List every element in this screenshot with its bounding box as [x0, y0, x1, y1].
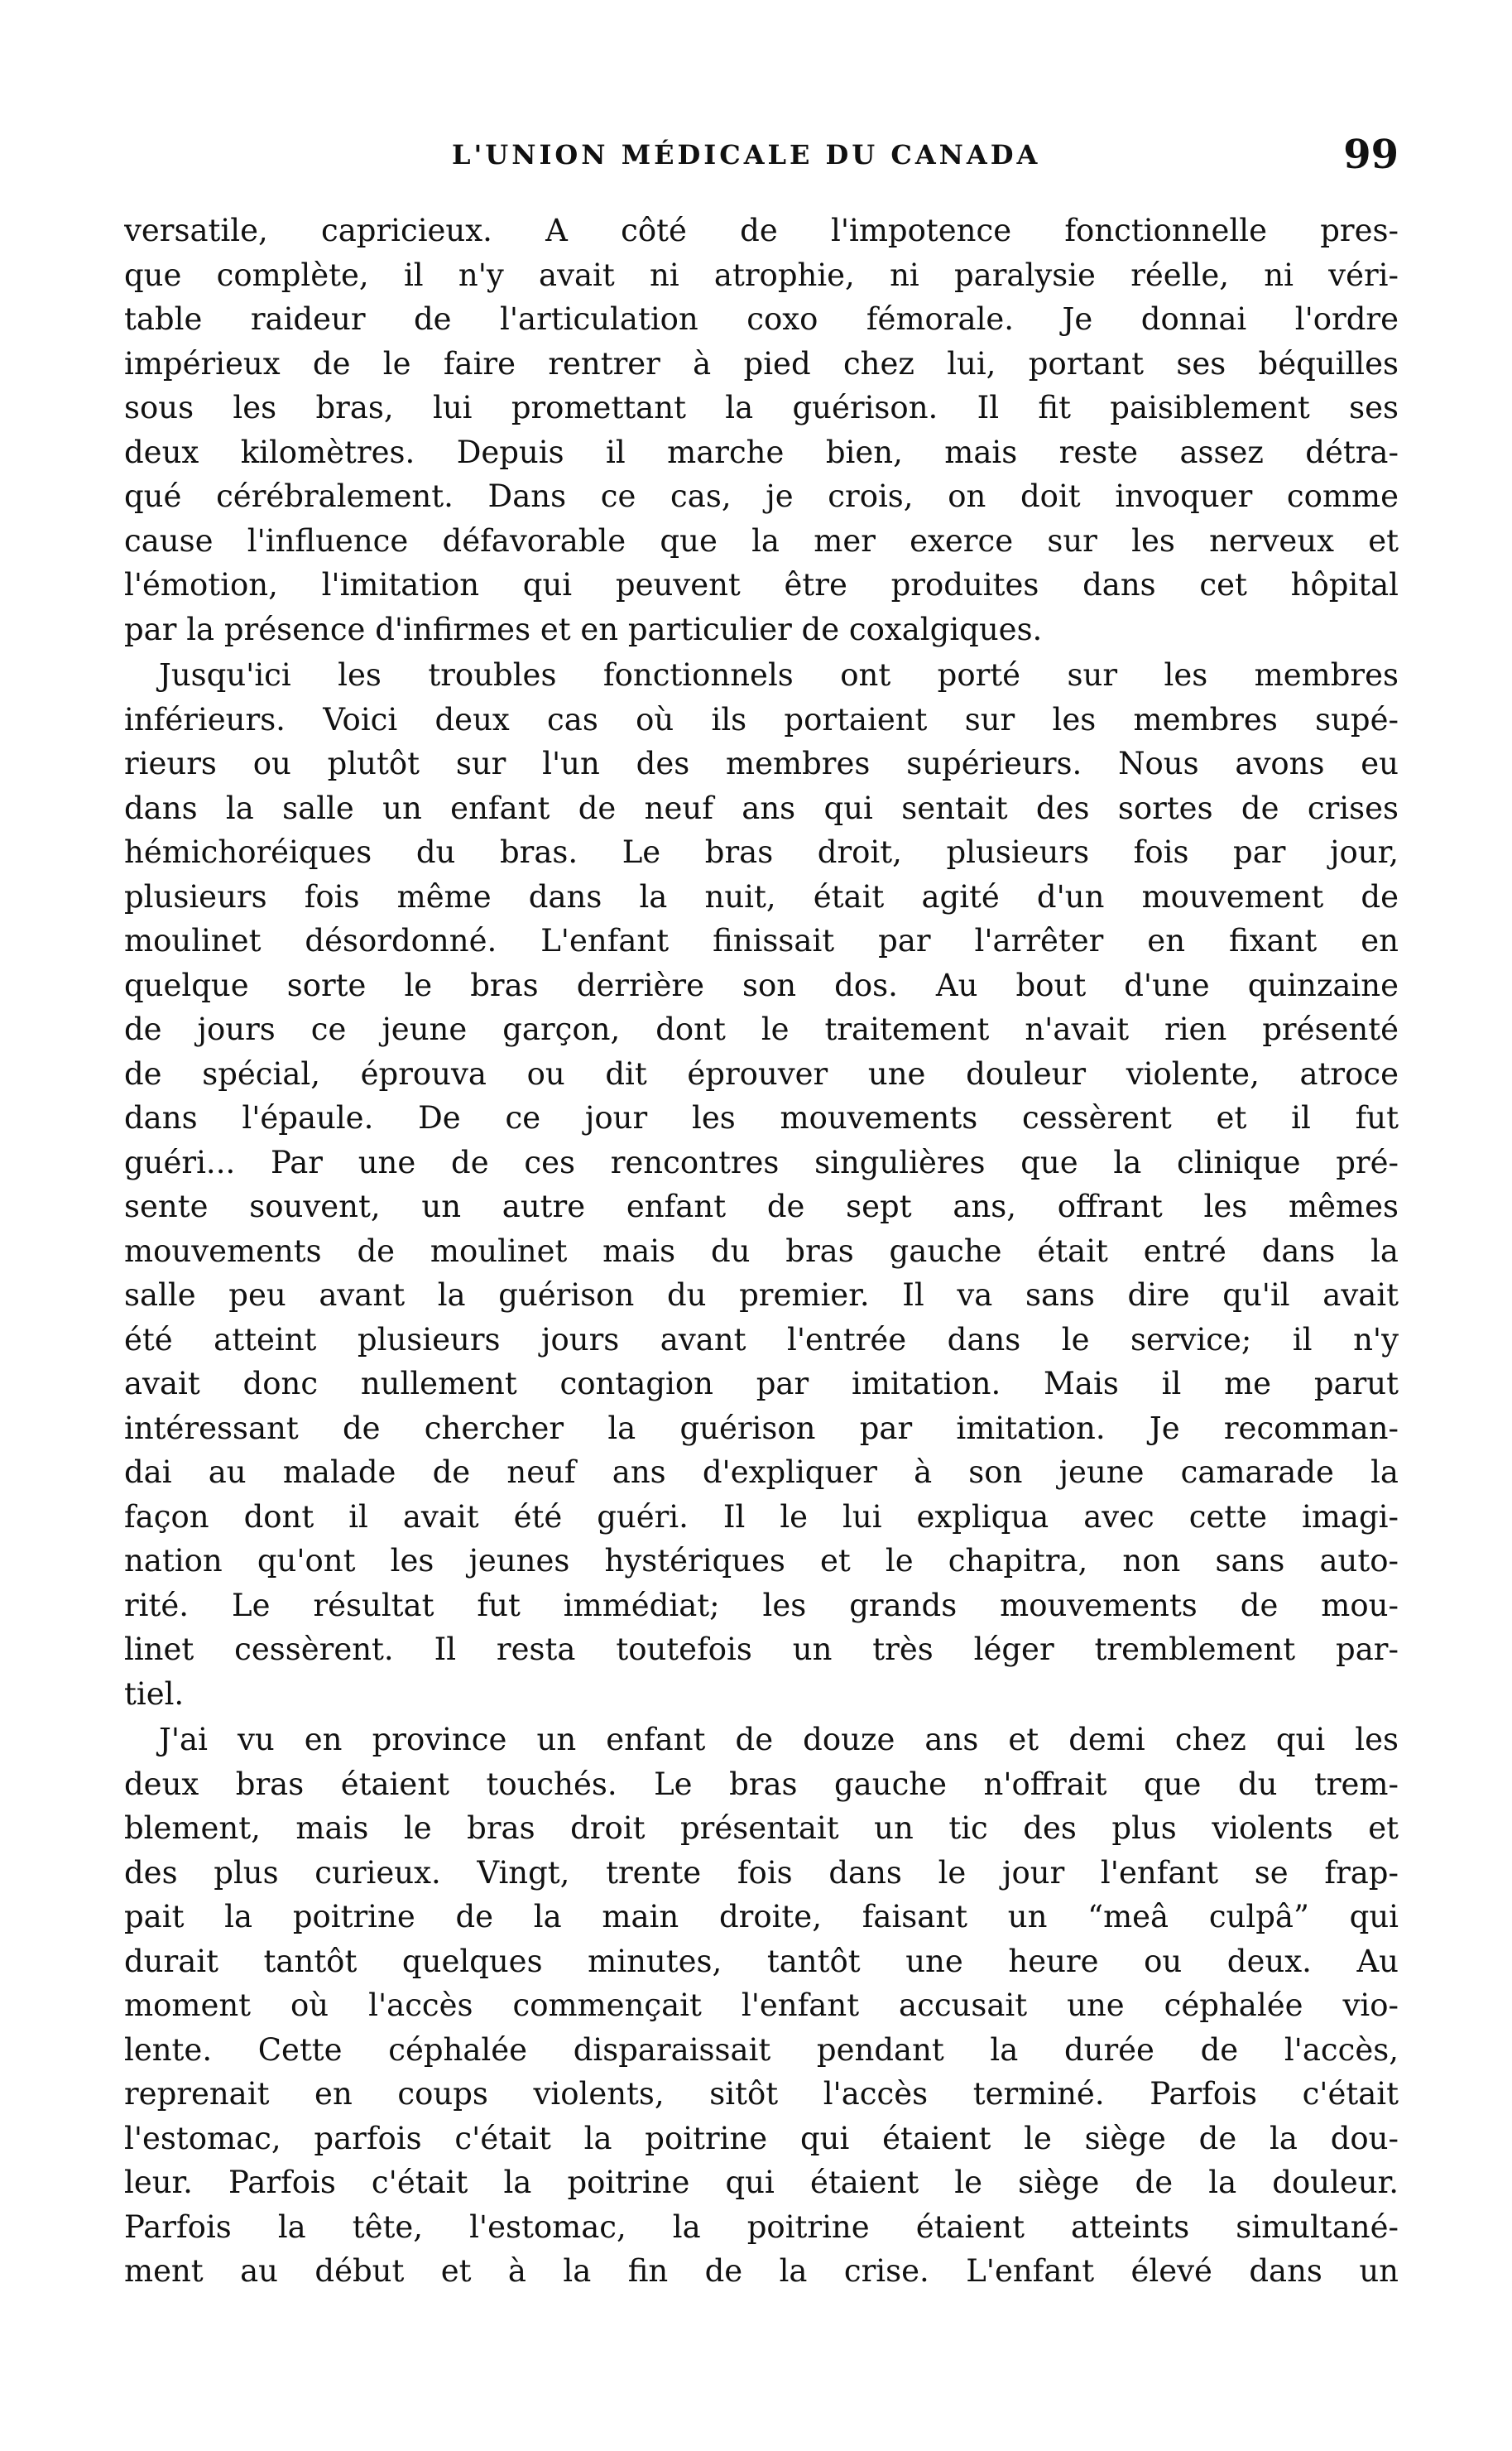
text-line: avait donc nullement contagion par imitation. Mais il me parut	[124, 1366, 1399, 1401]
text-line: reprenait en coups violents, sitôt l'accès terminé. Parfois c'était	[124, 2076, 1399, 2112]
text-line: lente. Cette céphalée disparaissait pendant la durée de l'accès,	[124, 2031, 1399, 2068]
text-line: moment où l'accès commençait l'enfant accusait une céphalée vio-	[124, 1987, 1399, 2023]
text-line: été atteint plusieurs jours avant l'entrée dans le service; il n'y	[124, 1321, 1399, 1358]
text-line: leur. Parfois c'était la poitrine qui étaient le siège de la douleur.	[124, 2165, 1399, 2200]
text-line: quelque sorte le bras derrière son dos. Au bout d'une quinzaine	[124, 967, 1399, 1003]
text-line: deux kilomètres. Depuis il marche bien, mais reste assez détra-	[124, 434, 1399, 470]
text-line: dans la salle un enfant de neuf ans qui sentait des sortes de crises	[124, 790, 1399, 826]
body-text	[124, 209, 1399, 2294]
text-line: Jusqu'ici les troubles fonctionnels ont porté sur les membres	[159, 657, 1399, 693]
text-line: dans l'épaule. De ce jour les mouvements cessèrent et il fut	[124, 1100, 1399, 1136]
text-line: plusieurs fois même dans la nuit, était agité d'un mouvement de	[124, 878, 1399, 915]
text-line: de spécial, éprouva ou dit éprouver une douleur violente, atroce	[124, 1055, 1399, 1092]
text-line: blement, mais le bras droit présentait un tic des plus violents et	[124, 1810, 1399, 1846]
text-line: rieurs ou plutôt sur l'un des membres supérieurs. Nous avons eu	[124, 746, 1399, 781]
paragraph-3	[124, 1718, 1399, 2294]
text-line: dai au malade de neuf ans d'expliquer à son jeune camarade la	[124, 1454, 1399, 1490]
text-line: mouvements de moulinet mais du bras gauche était entré dans la	[124, 1233, 1399, 1269]
text-line: versatile, capricieux. A côté de l'impotence fonctionnelle pres-	[124, 213, 1399, 248]
text-line: salle peu avant la guérison du premier. Il va sans dire qu'il avait	[124, 1277, 1399, 1313]
text-line: nation qu'ont les jeunes hystériques et le chapitra, non sans auto-	[124, 1543, 1399, 1579]
paragraph-1	[124, 209, 1399, 651]
text-line: tiel.	[124, 1675, 185, 1712]
text-line: moulinet désordonné. L'enfant finissait par l'arrêter en fixant en	[124, 923, 1399, 959]
text-line: cause l'influence défavorable que la mer exerce sur les nerveux et	[124, 522, 1399, 559]
text-line: inférieurs. Voici deux cas où ils portaient sur les membres supé-	[124, 701, 1399, 738]
running-head: L'UNION MÉDICALE DU CANADA	[452, 139, 1041, 171]
text-line: deux bras étaient touchés. Le bras gauche n'offrait que du trem-	[124, 1766, 1399, 1802]
text-line: hémichoréiques du bras. Le bras droit, plusieurs fois par jour,	[124, 834, 1399, 870]
text-line: rité. Le résultat fut immédiat; les grands mouvements de mou-	[124, 1587, 1399, 1623]
text-line: que complète, il n'y avait ni atrophie, ni paralysie réelle, ni véri-	[124, 257, 1399, 293]
text-line: pait la poitrine de la main droite, faisant un “meâ culpâ” qui	[124, 1899, 1399, 1934]
text-line: sous les bras, lui promettant la guérison. Il fit paisiblement ses	[124, 390, 1399, 425]
text-line: impérieux de le faire rentrer à pied chez lui, portant ses béquilles	[124, 345, 1399, 382]
text-line: qué cérébralement. Dans ce cas, je crois, on doit invoquer comme	[124, 478, 1399, 514]
text-line: table raideur de l'articulation coxo fémorale. Je donnai l'ordre	[124, 301, 1399, 337]
text-line: de jours ce jeune garçon, dont le traitement n'avait rien présenté	[124, 1012, 1399, 1047]
text-line: façon dont il avait été guéri. Il le lui expliqua avec cette imagi-	[124, 1498, 1399, 1535]
text-line: l'émotion, l'imitation qui peuvent être produites dans cet hôpital	[124, 567, 1399, 603]
page-header	[124, 126, 1399, 184]
paragraph-2	[124, 653, 1399, 1716]
text-line: guéri... Par une de ces rencontres singulières que la clinique pré-	[124, 1144, 1399, 1180]
text-line: J'ai vu en province un enfant de douze ans et demi chez qui les	[159, 1722, 1399, 1757]
text-line: des plus curieux. Vingt, trente fois dans le jour l'enfant se frap-	[124, 1854, 1399, 1891]
text-line: intéressant de chercher la guérison par imitation. Je recomman-	[124, 1410, 1399, 1446]
text-line: ment au début et à la fin de la crise. L'enfant élevé dans un	[124, 2253, 1399, 2289]
text-line: linet cessèrent. Il resta toutefois un très léger tremblement par-	[124, 1632, 1399, 1667]
text-line: durait tantôt quelques minutes, tantôt une heure ou deux. Au	[124, 1943, 1399, 1979]
page-number: 99	[1343, 132, 1399, 178]
text-line: l'estomac, parfois c'était la poitrine qui étaient le siège de la dou-	[124, 2120, 1399, 2156]
text-line: par la présence d'infirmes et en particulier de coxalgiques.	[124, 611, 1043, 647]
text-line: Parfois la tête, l'estomac, la poitrine étaient atteints simultané-	[124, 2208, 1399, 2245]
text-line: sente souvent, un autre enfant de sept ans, offrant les mêmes	[124, 1189, 1399, 1224]
